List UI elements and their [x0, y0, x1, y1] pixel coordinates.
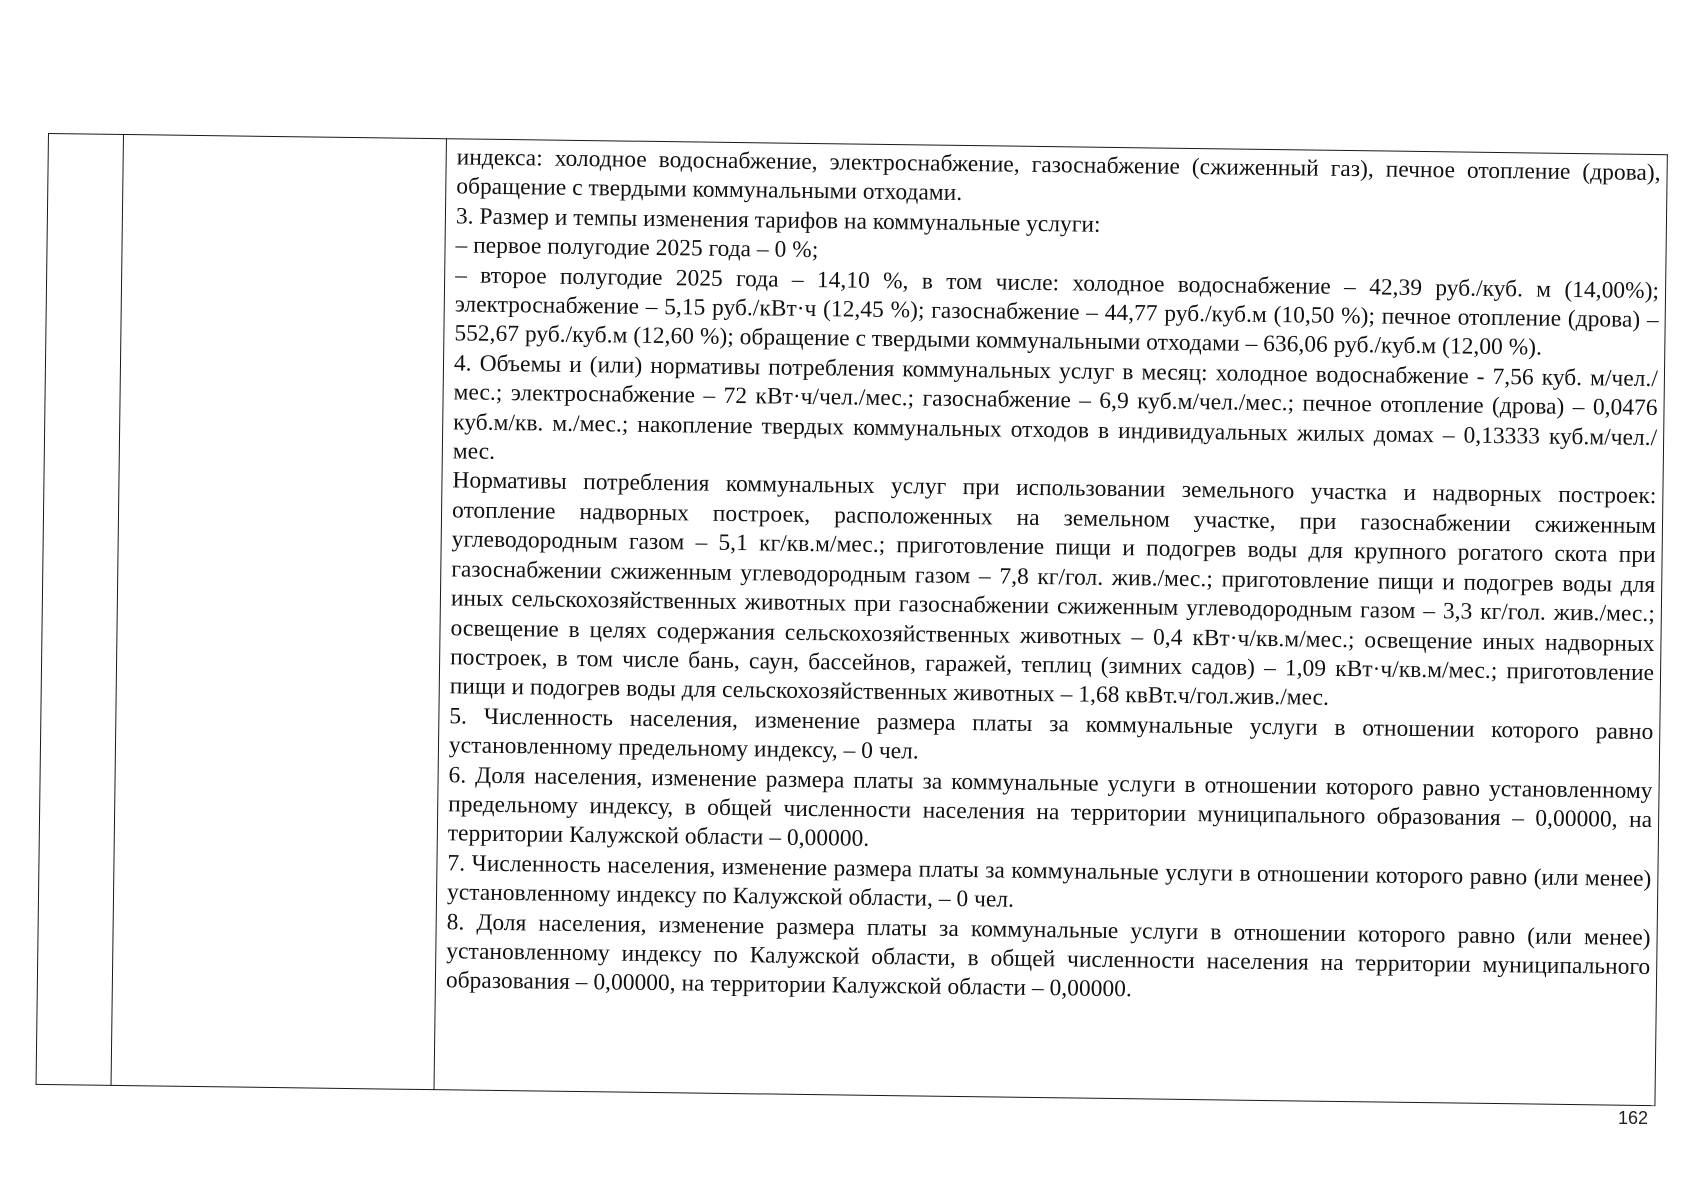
paragraph-second-half-year: – второе полугодие 2025 года – 14,10 %, в том числе: холодное водоснабжение – 42,39 руб./куб. м (14,00%); электроснабжение – 5,15 руб./кВт·ч (12,45 %); газоснабжение – 44,77 руб./куб.м (10,50 %); печное отопление (дрова) – 552,67 руб./куб.м (12,60 %); обращение с твердыми коммунальными отходами – 636,06 руб./куб.м (12,00 %).	[454, 261, 1660, 362]
content-table	[36, 133, 1668, 1106]
paragraph-first-half-year: – первое полугодие 2025 года – 0 %;	[455, 232, 819, 264]
number-cell	[36, 134, 123, 1086]
paragraph-population-share-limit: 6. Доля населения, изменение размера платы за коммунальные услуги в отношении которого равно установленному предельному индексу, в общей численности населения на территории муниципального образования – 0,00000, на территории Калужской области – 0,00000.	[447, 761, 1653, 853]
text-cell	[434, 139, 1667, 1106]
table-row	[36, 134, 1667, 1106]
page-number: 162	[1618, 1108, 1649, 1128]
paragraph-consumption-norms: 4. Объемы и (или) нормативы потребления коммунальных услуг в месяц: холодное водоснабжение - 7,56 куб. м/чел./мес.; электроснабжение – 72 кВт·ч/чел./мес.; газоснабжение – 6,9 куб.м/чел./мес.; печное отопление (дрова) – 0,0476 куб.м/кв. м./мес.; накопление твердых коммунальных отходов в индивидуальных жилых домах – 0,13333 куб.м/чел./мес.	[452, 350, 1659, 465]
paragraph-land-plot-norms: Нормативы потребления коммунальных услуг при использовании земельного участка и надворных построек: отопление надворных построек, расположенных на земельном участке, при газоснабжении сжиженным углеводородным газом – 5,1 кг/кв.м/мес.; приготовление пищи и подогрев воды для крупного рогатого скота при газоснабжении сжиженным углеводородным газом – 7,8 кг/гол. жив./мес.; приготовление пищи и подогрев воды для иных сельскохозяйственных животных при газоснабжении сжиженным углеводородным газом – 3,3 кг/гол. жив./мес.; освещение в целях содержания сельскохозяйственных животных – 0,4 кВт·ч/кв.м/мес.; освещение иных надворных построек, в том числе бань, саун, бассейнов, гаражей, теплиц (зимних садов) – 1,09 кВт·ч/кв.м/мес.; приготовление пищи и подогрев воды для сельскохозяйственных животных – 1,68 квВт.ч/гол.жив./мес.	[449, 467, 1657, 712]
paragraph-population-count-limit: 5. Численность населения, изменение размера платы за коммунальные услуги в отношении которого равно установленному предельному индексу, – 0 чел.	[448, 703, 1654, 765]
table-container	[36, 133, 1668, 1106]
paragraph-population-share-regional: 8. Доля населения, изменение размера платы за коммунальные услуги в отношении которого равно (или менее) установленному индексу по Калужской области, в общей численности населения на территории муниципального образования – 0,00000, на территории Калужской области – 0,00000.	[445, 908, 1651, 1003]
paragraph-tariffs-heading: 3. Размер и темпы изменения тарифов на коммунальные услуги:	[455, 203, 1101, 238]
name-cell	[111, 134, 446, 1089]
paragraph-index-list: индекса: холодное водоснабжение, электроснабжение, газоснабжение (сжиженный газ), печное отопление (дрова), обращение с твердыми коммунальными отходами.	[456, 144, 1661, 207]
paragraph-population-count-regional: 7. Численность населения, изменение размера платы за коммунальные услуги в отношении которого равно (или менее) установленному индексу по Калужской области, – 0 чел.	[446, 850, 1652, 913]
